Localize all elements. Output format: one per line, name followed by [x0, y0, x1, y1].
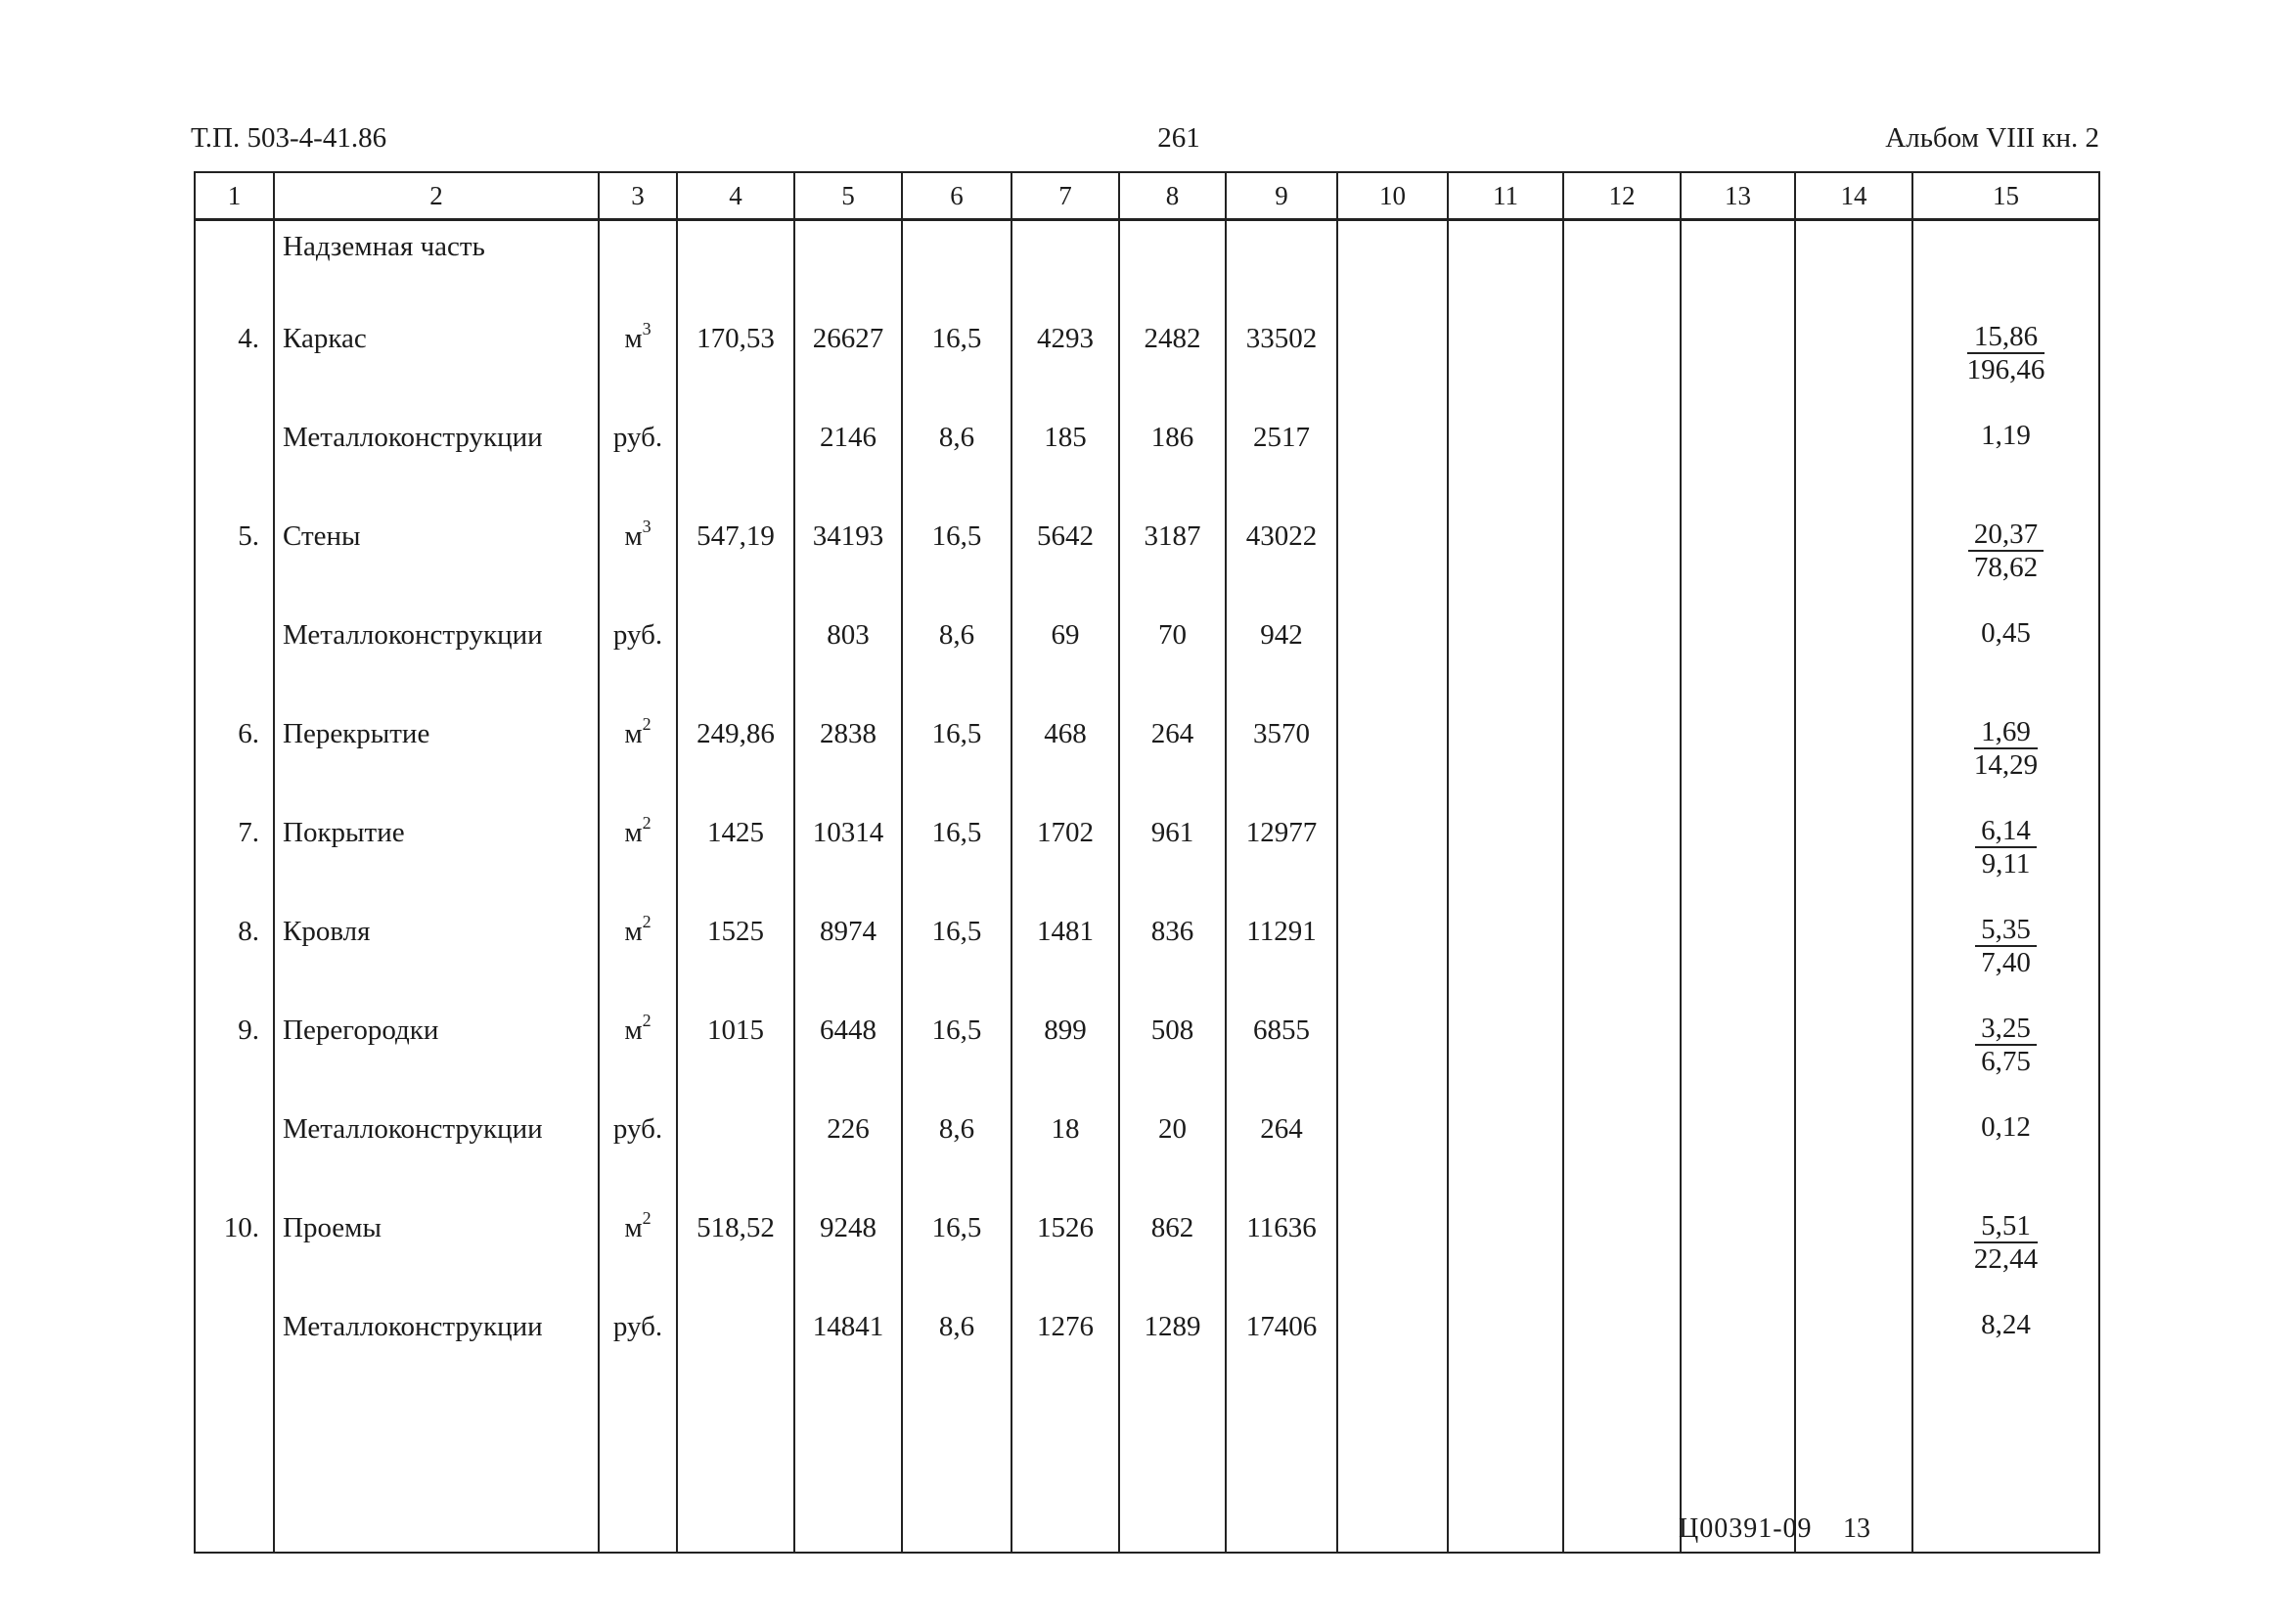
- value-c9: 12977: [1245, 817, 1318, 848]
- unit: руб.: [612, 1311, 663, 1342]
- value-c9: 2517: [1253, 422, 1310, 453]
- value-c5: 10314: [812, 817, 884, 848]
- ratio-fraction: [1975, 914, 2037, 978]
- value-c6: 16,5: [931, 520, 982, 552]
- ratio-denominator: 22,44: [1973, 1243, 2039, 1275]
- table-row: [195, 1291, 2099, 1390]
- item-number: [196, 1291, 273, 1309]
- unit: руб.: [612, 1113, 663, 1145]
- value-c4: 547,19: [697, 520, 775, 552]
- table-row: [195, 797, 2099, 896]
- item-name: Проемы: [283, 1212, 382, 1243]
- item-name: Каркас: [283, 323, 367, 354]
- ratio-value: 1,19: [1981, 420, 2031, 451]
- value-c4: 1525: [707, 916, 764, 947]
- value-c8: 264: [1150, 718, 1194, 749]
- column-header-15: 15: [1912, 172, 2099, 220]
- column-header-4: 4: [677, 172, 794, 220]
- unit-exponent: 2: [642, 912, 652, 932]
- footer-code: Ц00391-09: [1679, 1513, 1813, 1544]
- column-header-13: 13: [1681, 172, 1795, 220]
- item-number: 10.: [223, 1212, 259, 1243]
- value-c7: 69: [1051, 619, 1080, 651]
- value-c9: 6855: [1253, 1015, 1310, 1046]
- item-number: 6.: [238, 718, 259, 749]
- value-c4: [678, 402, 793, 420]
- section-row: [195, 220, 2099, 304]
- item-name: Металлоконструкции: [283, 619, 543, 651]
- ratio-numerator: 5,35: [1975, 914, 2037, 947]
- column-header-3: 3: [599, 172, 677, 220]
- value-c7: 185: [1044, 422, 1087, 453]
- ratio-fraction: [1975, 815, 2037, 880]
- value-c8: 862: [1150, 1212, 1194, 1243]
- ratio-value: 8,24: [1981, 1309, 2031, 1340]
- value-c7: 1702: [1037, 817, 1094, 848]
- value-c7: 899: [1044, 1015, 1087, 1046]
- table-row: [195, 501, 2099, 600]
- value-c6: 8,6: [938, 1113, 975, 1145]
- table-row: [195, 896, 2099, 995]
- ratio-fraction: [1967, 321, 2045, 385]
- value-c4: [678, 1291, 793, 1309]
- value-c9: 11291: [1246, 916, 1317, 947]
- ratio-denominator: 78,62: [1973, 552, 2039, 583]
- item-number: [196, 600, 273, 617]
- item-name: Металлоконструкции: [283, 1311, 543, 1342]
- unit: $м^2$: [624, 714, 652, 749]
- album-label: Альбом VIII кн. 2: [1885, 122, 2099, 154]
- value-c4: 1015: [707, 1015, 764, 1046]
- ratio-numerator: 5,51: [1974, 1210, 2038, 1243]
- value-c9: 17406: [1245, 1311, 1318, 1342]
- value-c6: 16,5: [931, 817, 982, 848]
- value-c5: 34193: [812, 520, 884, 552]
- table-row: [195, 699, 2099, 797]
- value-c8: 3187: [1144, 520, 1201, 552]
- value-c4: 170,53: [697, 323, 775, 354]
- unit: $м^2$: [624, 1011, 652, 1046]
- estimate-table: [194, 171, 2100, 1554]
- value-c8: 508: [1150, 1015, 1194, 1046]
- table-row: [195, 402, 2099, 501]
- ratio-fraction: [1974, 1210, 2038, 1275]
- value-c7: 468: [1044, 718, 1087, 749]
- ratio-fraction: [1975, 1013, 2037, 1077]
- ratio-numerator: 1,69: [1974, 716, 2038, 749]
- value-c6: 8,6: [938, 422, 975, 453]
- value-c6: 8,6: [938, 1311, 975, 1342]
- value-c7: 1526: [1037, 1212, 1094, 1243]
- unit: руб.: [612, 619, 663, 651]
- column-header-5: 5: [794, 172, 902, 220]
- value-c8: 70: [1158, 619, 1187, 651]
- item-name: Перекрытие: [283, 718, 430, 749]
- value-c5: 8974: [820, 916, 876, 947]
- value-c8: 836: [1150, 916, 1194, 947]
- ratio-numerator: 6,14: [1975, 815, 2037, 848]
- value-c6: 16,5: [931, 718, 982, 749]
- ratio-fraction: [1974, 716, 2038, 781]
- section-title: Надземная часть: [283, 231, 485, 262]
- column-header-1: 1: [195, 172, 274, 220]
- ratio-numerator: 15,86: [1967, 321, 2045, 354]
- value-c9: 11636: [1246, 1212, 1317, 1243]
- unit-exponent: 2: [642, 714, 652, 735]
- column-header-2: 2: [274, 172, 599, 220]
- value-c8: 186: [1150, 422, 1194, 453]
- table-row: [195, 600, 2099, 699]
- value-c4: [678, 1094, 793, 1111]
- value-c7: 1481: [1037, 916, 1094, 947]
- ratio-numerator: 3,25: [1975, 1013, 2037, 1046]
- unit: $м^2$: [624, 1208, 652, 1243]
- footer-sheet-number: 13: [1843, 1513, 1870, 1544]
- value-c5: 26627: [812, 323, 884, 354]
- value-c4: 249,86: [697, 718, 775, 749]
- value-c5: 6448: [820, 1015, 876, 1046]
- value-c4: 518,52: [697, 1212, 775, 1243]
- ratio-numerator: 20,37: [1968, 519, 2044, 552]
- table-row: [195, 995, 2099, 1094]
- value-c5: 226: [827, 1113, 870, 1145]
- unit: $м^3$: [624, 517, 652, 552]
- item-number: 7.: [238, 817, 259, 848]
- value-c9: 3570: [1253, 718, 1310, 749]
- column-header-14: 14: [1795, 172, 1912, 220]
- ratio-value: 0,45: [1981, 617, 2031, 649]
- value-c8: 1289: [1144, 1311, 1201, 1342]
- item-name: Кровля: [283, 916, 371, 947]
- value-c8: 2482: [1144, 323, 1201, 354]
- value-c9: 43022: [1245, 520, 1318, 552]
- unit-exponent: 2: [642, 813, 652, 834]
- item-number: 4.: [238, 323, 259, 354]
- value-c9: 942: [1260, 619, 1303, 651]
- ratio-denominator: 14,29: [1973, 749, 2039, 781]
- unit-exponent: 2: [642, 1208, 652, 1229]
- value-c7: 18: [1051, 1113, 1080, 1145]
- value-c9: 264: [1260, 1113, 1303, 1145]
- value-c5: 9248: [820, 1212, 876, 1243]
- ratio-denominator: 6,75: [1981, 1046, 2031, 1077]
- value-c5: 2146: [820, 422, 876, 453]
- item-number: 8.: [238, 916, 259, 947]
- item-number: [196, 402, 273, 420]
- unit: $м^3$: [624, 319, 652, 354]
- value-c7: 1276: [1037, 1311, 1094, 1342]
- column-header-6: 6: [902, 172, 1011, 220]
- ratio-denominator: 7,40: [1981, 947, 2031, 978]
- value-c6: 16,5: [931, 916, 982, 947]
- unit-exponent: 3: [642, 517, 652, 537]
- item-number: [196, 1094, 273, 1111]
- item-name: Металлоконструкции: [283, 1113, 543, 1145]
- unit-exponent: 2: [642, 1011, 652, 1031]
- item-name: Металлоконструкции: [283, 422, 543, 453]
- value-c5: 14841: [812, 1311, 884, 1342]
- column-header-10: 10: [1337, 172, 1448, 220]
- value-c4: 1425: [707, 817, 764, 848]
- item-name: Стены: [283, 520, 361, 552]
- unit: $м^2$: [624, 813, 652, 848]
- unit: руб.: [612, 422, 663, 453]
- value-c4: [678, 600, 793, 617]
- value-c6: 16,5: [931, 323, 982, 354]
- value-c7: 5642: [1037, 520, 1094, 552]
- value-c8: 20: [1158, 1113, 1187, 1145]
- item-number: 9.: [238, 1015, 259, 1046]
- item-name: Покрытие: [283, 817, 405, 848]
- table-row: [195, 1193, 2099, 1291]
- column-header-8: 8: [1119, 172, 1226, 220]
- value-c6: 8,6: [938, 619, 975, 651]
- page-number: 261: [1157, 122, 1200, 154]
- value-c9: 33502: [1245, 323, 1318, 354]
- column-header-11: 11: [1448, 172, 1563, 220]
- column-header-12: 12: [1563, 172, 1681, 220]
- unit-exponent: 3: [642, 319, 652, 339]
- column-header-7: 7: [1011, 172, 1119, 220]
- column-number-header: [195, 172, 2099, 220]
- table-row: [195, 1094, 2099, 1193]
- value-c8: 961: [1150, 817, 1194, 848]
- item-number: 5.: [238, 520, 259, 552]
- document-code: Т.П. 503-4-41.86: [191, 122, 387, 154]
- ratio-denominator: 196,46: [1966, 354, 2045, 385]
- value-c5: 803: [827, 619, 870, 651]
- unit: $м^2$: [624, 912, 652, 947]
- ratio-value: 0,12: [1981, 1111, 2031, 1143]
- item-name: Перегородки: [283, 1015, 439, 1046]
- table-row: [195, 303, 2099, 402]
- value-c6: 16,5: [931, 1015, 982, 1046]
- value-c5: 2838: [820, 718, 876, 749]
- value-c7: 4293: [1037, 323, 1094, 354]
- empty-row: [195, 1390, 2099, 1553]
- column-header-9: 9: [1226, 172, 1337, 220]
- value-c6: 16,5: [931, 1212, 982, 1243]
- ratio-fraction: [1968, 519, 2044, 583]
- ratio-denominator: 9,11: [1981, 848, 2031, 880]
